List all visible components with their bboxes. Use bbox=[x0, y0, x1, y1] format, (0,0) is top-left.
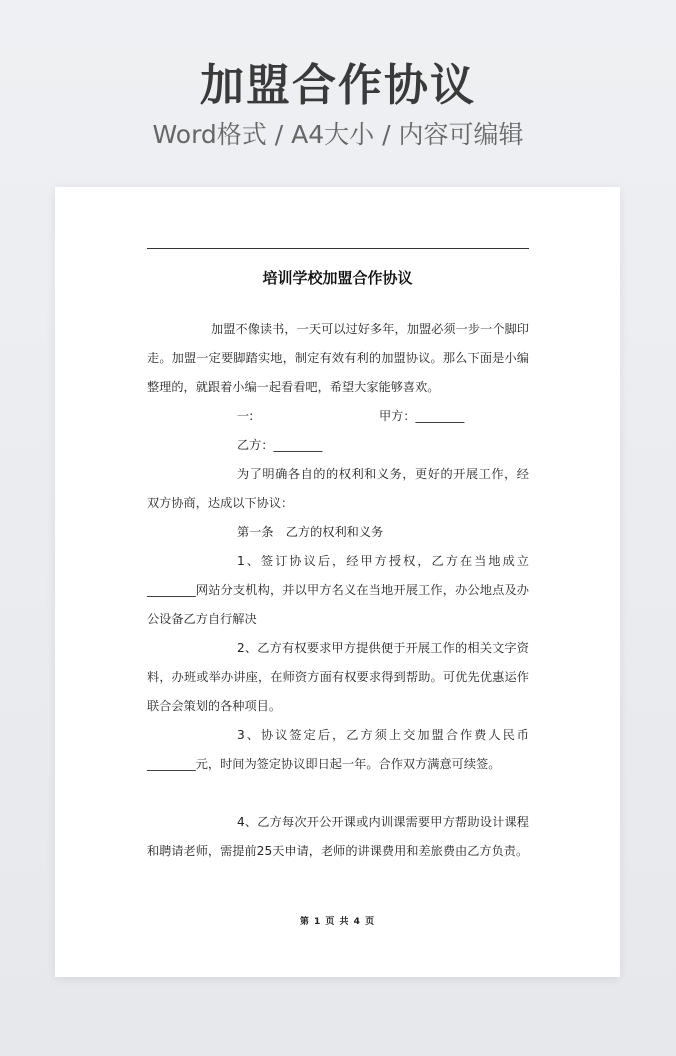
page-footer: 第 1 页 共 4 页 bbox=[299, 917, 376, 927]
clause-2: 2、乙方有权要求甲方提供便于开展工作的相关文字资料，办班或举办讲座，在师资方面有权要求得到帮助。可优先优惠运作联合会策划的各种项目。 bbox=[147, 641, 529, 713]
document-body bbox=[147, 315, 529, 866]
header-rule bbox=[147, 248, 529, 249]
document-page bbox=[55, 187, 620, 977]
clause-1: 1、签订协议后，经甲方授权，乙方在当地成立________网站分支机构，并以甲方名义在当地开展工作，办公地点及办公设备乙方自行解决 bbox=[147, 554, 529, 626]
party-b-field: 乙方：________ bbox=[237, 438, 323, 452]
party-one-label: 一: bbox=[237, 409, 254, 423]
clause-4: 4、乙方每次开公开课或内训课需要甲方帮助设计课程和聘请老师，需提前25天申请，老师的讲课费用和差旅费由乙方负责。 bbox=[147, 815, 529, 858]
party-a-field: 甲方：________ bbox=[379, 409, 465, 423]
intro-paragraph: 加盟不像读书，一天可以过好多年，加盟必须一步一个脚印走。加盟一定要脚踏实地，制定有效有利的加盟协议。那么下面是小编整理的，就跟着小编一起看看吧，希望大家能够喜欢。 bbox=[147, 322, 529, 394]
banner-subtitle: Word格式 / A4大小 / 内容可编辑 bbox=[152, 120, 524, 149]
article-one-heading: 第一条 乙方的权利和义务 bbox=[237, 525, 384, 539]
blank-line bbox=[147, 779, 529, 808]
clause-3: 3、协议签定后，乙方须上交加盟合作费人民币________元，时间为签定协议即日起一年。合作双方满意可续签。 bbox=[147, 728, 529, 771]
purpose-paragraph: 为了明确各自的的权利和义务，更好的开展工作，经双方协商，达成以下协议： bbox=[147, 467, 529, 510]
document-title: 培训学校加盟合作协议 bbox=[262, 269, 413, 287]
party-row bbox=[147, 402, 529, 431]
banner-title: 加盟合作协议 bbox=[200, 60, 476, 111]
